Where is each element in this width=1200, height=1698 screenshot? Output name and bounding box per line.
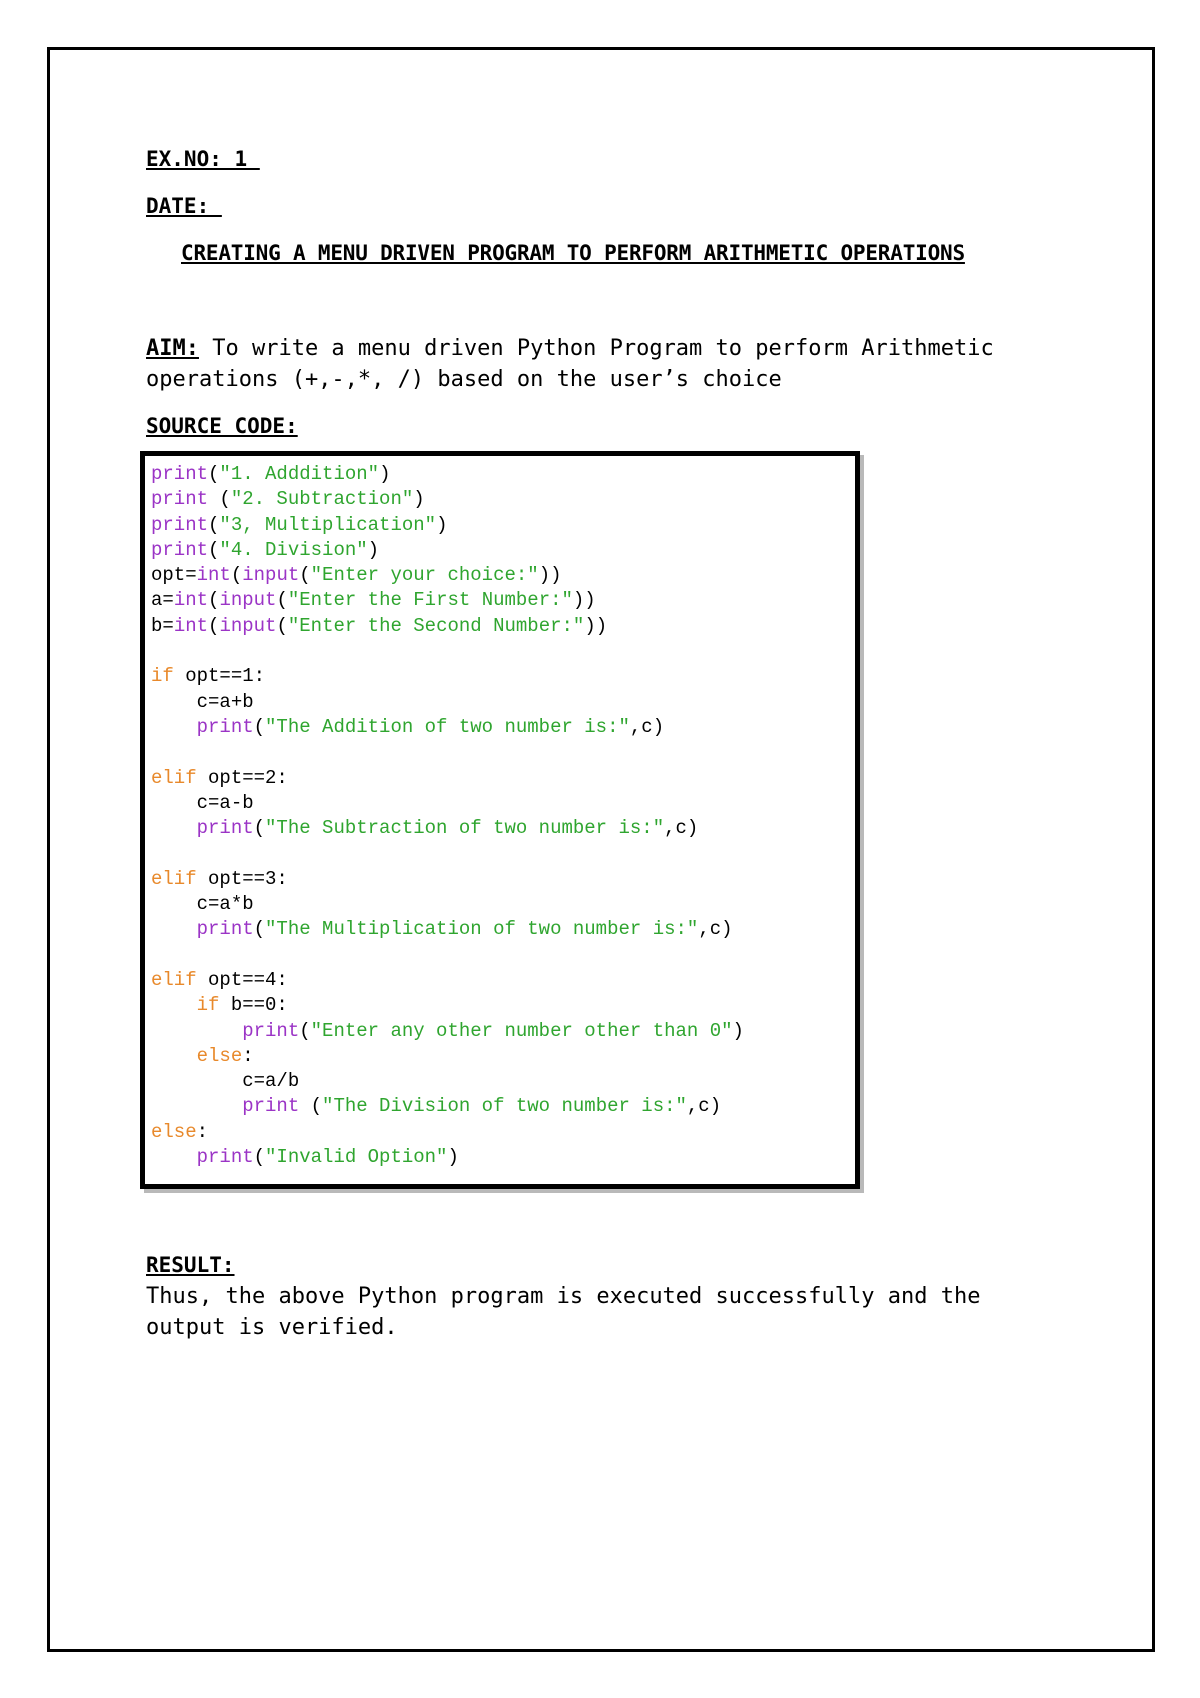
code-line — [151, 715, 744, 740]
code-text: : — [242, 1044, 254, 1067]
code-function: print — [196, 1146, 254, 1169]
code-line — [151, 1069, 744, 1094]
code-string: "Enter the First Number:" — [287, 589, 573, 612]
code-text — [151, 716, 197, 738]
code-function: print — [151, 538, 209, 561]
code-line — [151, 766, 744, 791]
code-keyword: elif — [151, 766, 197, 789]
code-text: c=a*b — [151, 893, 254, 916]
code-keyword: else — [196, 1044, 243, 1067]
aim-label: AIM: — [146, 336, 199, 361]
code-text — [151, 1146, 197, 1168]
code-text: ( — [208, 513, 220, 536]
code-line — [151, 462, 744, 487]
code-keyword: elif — [151, 867, 197, 890]
code-function: print — [151, 488, 209, 511]
code-string: "Enter the Second Number:" — [287, 614, 585, 637]
code-function: print — [196, 715, 254, 738]
code-line — [151, 993, 744, 1018]
code-string: "The Addition of two number is:" — [265, 715, 630, 738]
code-string: "The Division of two number is:" — [322, 1095, 687, 1118]
code-function: input — [219, 614, 277, 637]
code-text: opt==4: — [196, 968, 288, 991]
aim-text-line1: To write a menu driven Python Program to perform Arithmetic — [198, 336, 994, 361]
code-text — [151, 1095, 242, 1117]
code-keyword: else — [151, 1120, 197, 1143]
code-function: print — [242, 1095, 300, 1118]
code-text: ( — [253, 918, 266, 941]
code-line — [151, 538, 744, 563]
code-line — [151, 867, 744, 892]
code-function: int — [173, 614, 209, 637]
code-text: ( — [299, 1019, 311, 1042]
source-code-label: SOURCE CODE: — [146, 414, 298, 438]
code-text: )) — [572, 589, 596, 612]
code-line — [151, 1094, 744, 1119]
page-title: CREATING A MENU DRIVEN PROGRAM TO PERFORM ARITHMETIC OPERATIONS — [181, 241, 965, 265]
code-line — [151, 1019, 744, 1044]
code-line — [151, 816, 744, 841]
code-string: "3, Multiplication" — [219, 513, 437, 536]
date-label: DATE: — [146, 194, 222, 218]
code-text: ( — [253, 715, 266, 738]
code-line — [151, 588, 744, 613]
code-string: "2. Subtraction" — [230, 488, 414, 511]
result-text-line2: output is verified. — [146, 1315, 398, 1340]
code-text: )) — [584, 614, 608, 637]
code-function: print — [242, 1019, 300, 1042]
code-text: opt==3: — [196, 867, 288, 890]
code-function: input — [242, 564, 300, 587]
result-label: RESULT: — [146, 1253, 235, 1277]
code-line — [151, 513, 744, 538]
code-function: print — [151, 463, 209, 485]
code-line — [151, 639, 744, 664]
code-string: "Enter your choice:" — [310, 564, 539, 587]
code-text: ) — [732, 1019, 744, 1042]
code-function: input — [219, 589, 277, 612]
code-keyword: if — [196, 994, 220, 1017]
code-text: ,c) — [664, 817, 699, 840]
code-text — [151, 817, 197, 839]
code-function: print — [196, 817, 254, 840]
code-text: b= — [151, 614, 174, 637]
code-text: ( — [276, 589, 288, 612]
code-string: "1. Adddition" — [219, 463, 380, 485]
code-line — [151, 943, 744, 968]
code-line — [151, 791, 744, 816]
code-text — [151, 994, 197, 1016]
code-text: ( — [230, 564, 243, 587]
code-line — [151, 664, 744, 689]
code-string: "Enter any other number other than 0" — [310, 1019, 733, 1042]
code-text: ( — [276, 614, 288, 637]
code-text: opt==1: — [173, 665, 266, 688]
code-text: ) — [436, 513, 448, 536]
code-line — [151, 968, 744, 993]
code-string: "The Subtraction of two number is:" — [265, 817, 665, 840]
code-line — [151, 841, 744, 866]
code-text — [151, 1020, 242, 1042]
source-code-box — [140, 451, 860, 1189]
code-text: c=a+b — [151, 690, 254, 713]
code-text: opt==2: — [196, 766, 288, 789]
code-text: ) — [367, 538, 380, 561]
code-line — [151, 740, 744, 765]
code-text: ( — [208, 538, 220, 561]
code-keyword: if — [151, 665, 174, 688]
code-line — [151, 1145, 744, 1170]
code-function: print — [151, 513, 209, 536]
aim-section — [146, 333, 994, 395]
code-text: ,c) — [629, 715, 665, 738]
code-string: "The Multiplication of two number is:" — [265, 918, 699, 941]
code-line — [151, 563, 744, 588]
code-text: ) — [447, 1146, 459, 1169]
result-text — [146, 1281, 980, 1343]
code-text: ( — [299, 1095, 323, 1118]
code-string: "Invalid Option" — [265, 1146, 448, 1169]
code-line — [151, 892, 744, 917]
code-line — [151, 1120, 744, 1145]
code-function: int — [196, 564, 231, 587]
code-text: ( — [253, 1146, 266, 1169]
code-text: c=a/b — [151, 1070, 300, 1093]
code-text: b==0: — [219, 994, 288, 1017]
code-function: int — [173, 589, 209, 612]
code-text: ( — [208, 589, 220, 612]
code-text: a= — [151, 589, 174, 612]
code-text: ( — [253, 817, 266, 840]
code-text: ,c) — [698, 918, 733, 941]
source-code — [151, 462, 744, 1170]
code-line — [151, 917, 744, 942]
code-string: "4. Division" — [219, 538, 368, 561]
code-text: )) — [538, 564, 562, 587]
code-line — [151, 1044, 744, 1069]
exercise-number: EX.NO: 1 — [146, 147, 260, 171]
code-line — [151, 487, 744, 512]
code-text: ) — [413, 488, 425, 511]
code-function: print — [196, 918, 254, 941]
code-line — [151, 614, 744, 639]
code-text: ) — [379, 463, 391, 485]
code-text: ,c) — [686, 1095, 722, 1118]
aim-text-line2: operations (+,-,*, /) based on the user’s choice — [146, 367, 782, 392]
code-text: ( — [208, 614, 220, 637]
code-keyword: elif — [151, 968, 197, 991]
code-text: : — [196, 1120, 209, 1143]
code-line — [151, 690, 744, 715]
code-text: ( — [299, 564, 311, 587]
code-text — [151, 918, 197, 940]
code-text: ( — [208, 463, 220, 485]
code-text: c=a-b — [151, 791, 254, 814]
code-text: opt= — [151, 564, 197, 587]
code-text — [151, 1045, 197, 1067]
code-text: ( — [208, 488, 231, 511]
result-text-line1: Thus, the above Python program is executed successfully and the — [146, 1284, 981, 1309]
